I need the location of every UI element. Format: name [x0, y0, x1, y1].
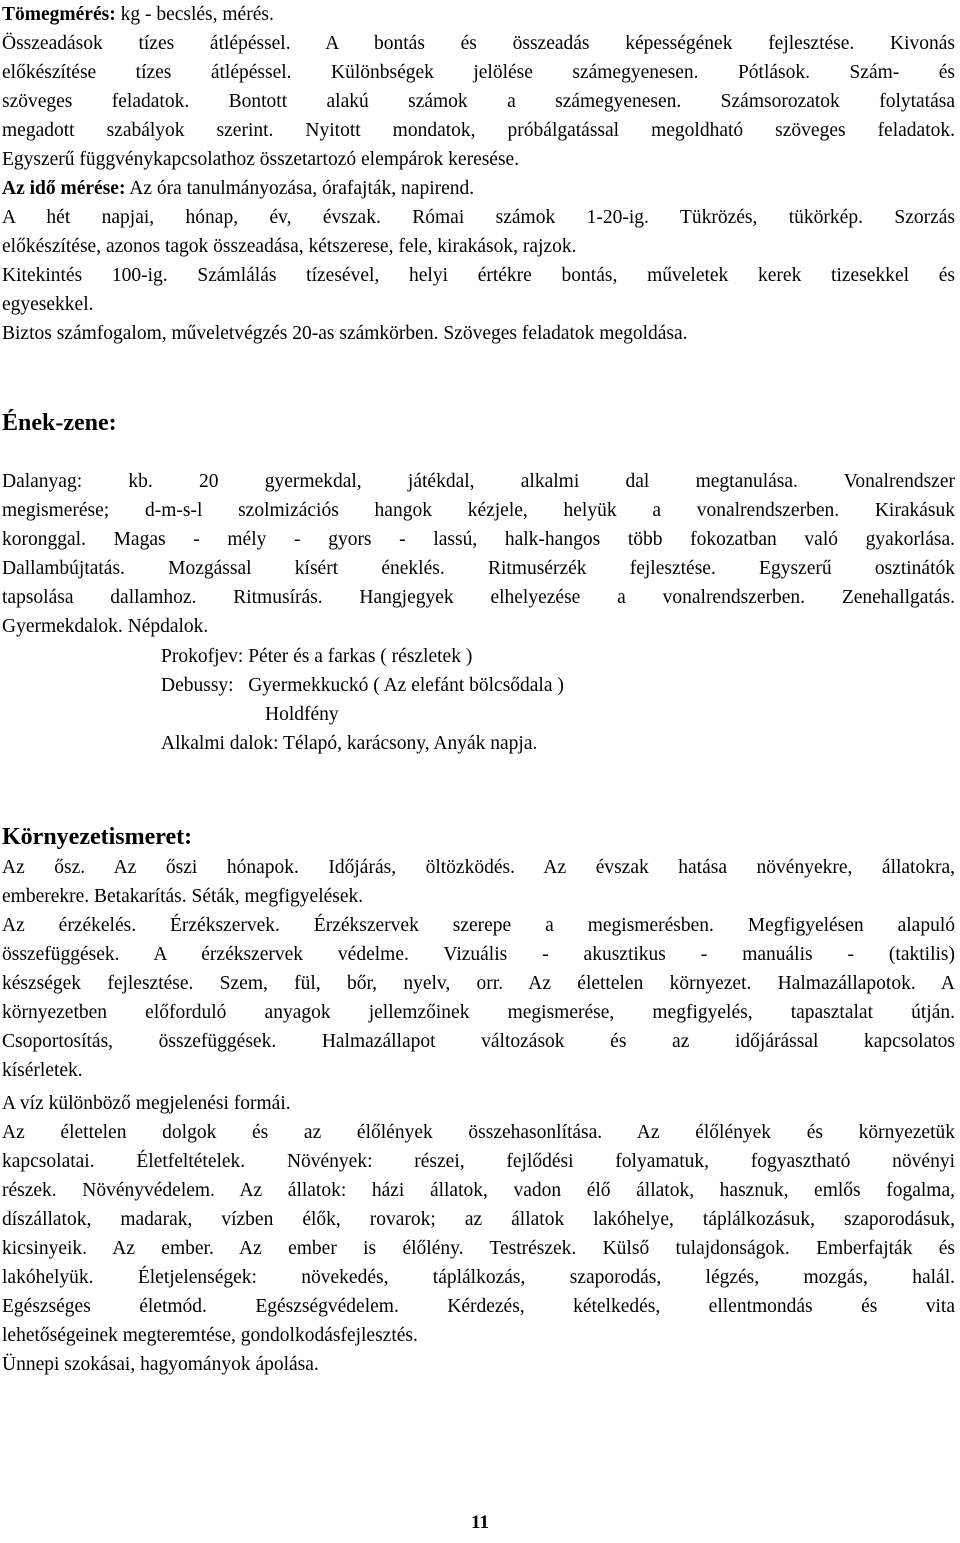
env-line-10: Az élettelen dolgok és az élőlények összehasonlítása. Az élőlények és környezetük: [2, 1122, 955, 1143]
math-line-6: Egyszerű függvénykapcsolathoz összetartozó elempárok keresése.: [2, 149, 520, 170]
env-line-3: Az érzékelés. Érzékszervek. Érzékszervek szerepe a megismerésben. Megfigyelésen alapuló: [2, 915, 955, 936]
page-number: 11: [471, 1512, 489, 1533]
music-line-5: tapsolása dallamhoz. Ritmusírás. Hangjegyek elhelyezése a vonalrendszerben. Zenehallgatás.: [2, 587, 955, 608]
environment-heading: Környezetismeret:: [2, 824, 193, 850]
music-work-4: Alkalmi dalok: Télapó, karácsony, Anyák napja.: [161, 733, 538, 754]
math-line-9: előkészítése, azonos tagok összeadása, kétszerese, fele, kirakások, rajzok.: [2, 236, 577, 257]
music-line-4: Dallambújtatás. Mozgással kísért éneklés. Ritmusérzék fejlesztése. Egyszerű osztinátók: [2, 558, 955, 579]
math-line-8: A hét napjai, hónap, év, évszak. Római számok 1-20-ig. Tükrözés, tükörkép. Szorzás: [2, 207, 955, 228]
env-line-18: Ünnepi szokásai, hagyományok ápolása.: [2, 1354, 319, 1375]
line-label: Az idő mérése:: [2, 178, 126, 199]
line-text: kg - becslés, mérés.: [115, 4, 274, 25]
music-line-2: megismerése; d-m-s-l szolmizációs hangok kézjele, helyük a vonalrendszerben. Kirakásuk: [2, 500, 955, 521]
env-line-13: díszállatok, madarak, vízben élők, rovarok; az állatok lakóhelye, táplálkozásuk, szaporodásuk,: [2, 1209, 955, 1230]
env-line-7: Csoportosítás, összefüggések. Halmazállapot változások és az időjárással kapcsolatos: [2, 1031, 955, 1052]
music-work-1: Prokofjev: Péter és a farkas ( részletek ): [161, 646, 473, 667]
music-work-3: Holdfény: [265, 704, 339, 725]
math-line-5: megadott szabályok szerint. Nyitott mondatok, próbálgatással megoldható szöveges feladatok.: [2, 120, 955, 141]
math-line-7: [2, 176, 955, 202]
line-text: Az óra tanulmányozása, órafajták, napirend.: [125, 178, 475, 199]
math-line-10: Kitekintés 100-ig. Számlálás tízesével, helyi értékre bontás, műveletek kerek tizesekkel és: [2, 265, 955, 286]
env-line-9: A víz különböző megjelenési formái.: [2, 1093, 291, 1114]
music-line-1: Dalanyag: kb. 20 gyermekdal, játékdal, alkalmi dal megtanulása. Vonalrendszer: [2, 471, 955, 492]
env-line-8: kísérletek.: [2, 1060, 83, 1081]
env-line-4: összefüggések. A érzékszervek védelme. Vizuális - akusztikus - manuális - (taktilis): [2, 944, 955, 965]
env-line-11: kapcsolatai. Életfeltételek. Növények: részei, fejlődési folyamatuk, fogyasztható növényi: [2, 1151, 955, 1172]
env-line-16: Egészséges életmód. Egészségvédelem. Kérdezés, kételkedés, ellentmondás és vita: [2, 1296, 955, 1317]
env-line-12: részek. Növényvédelem. Az állatok: házi állatok, vadon élő állatok, hasznuk, emlős fogalma,: [2, 1180, 955, 1201]
math-line-1: [2, 2, 955, 28]
math-line-12: Biztos számfogalom, műveletvégzés 20-as számkörben. Szöveges feladatok megoldása.: [2, 323, 688, 344]
music-line-3: koronggal. Magas - mély - gyors - lassú, halk-hangos több fokozatban való gyakorlása.: [2, 529, 955, 550]
env-line-17: lehetőségeinek megteremtése, gondolkodásfejlesztés.: [2, 1325, 418, 1346]
music-heading: Ének-zene:: [2, 410, 117, 436]
env-line-2: emberekre. Betakarítás. Séták, megfigyelések.: [2, 886, 364, 907]
math-line-4: szöveges feladatok. Bontott alakú számok a számegyenesen. Számsorozatok folytatása: [2, 91, 955, 112]
env-line-5: készségek fejlesztése. Szem, fül, bőr, nyelv, orr. Az élettelen környezet. Halmazállapotok. A: [2, 973, 955, 994]
music-line-6: Gyermekdalok. Népdalok.: [2, 616, 209, 637]
math-line-3: előkészítése tízes átlépéssel. Különbségek jelölése számegyenesen. Pótlások. Szám- és: [2, 62, 955, 83]
env-line-15: lakóhelyük. Életjelenségek: növekedés, táplálkozás, szaporodás, légzés, mozgás, halál.: [2, 1267, 955, 1288]
env-line-6: környezetben előforduló anyagok jellemzőinek megismerése, megfigyelés, tapasztalat útján.: [2, 1002, 955, 1023]
env-line-14: kicsinyeik. Az ember. Az ember is élőlény. Testrészek. Külső tulajdonságok. Emberfajták és: [2, 1238, 955, 1259]
math-line-11: egyesekkel.: [2, 294, 94, 315]
math-line-2: Összeadások tízes átlépéssel. A bontás és összeadás képességének fejlesztése. Kivonás: [2, 33, 955, 54]
music-work-2: Debussy: Gyermekkuckó ( Az elefánt bölcsődala ): [161, 675, 564, 696]
env-line-1: Az ősz. Az őszi hónapok. Időjárás, öltözködés. Az évszak hatása növényekre, állatokra,: [2, 857, 955, 878]
line-label: Tömegmérés:: [2, 4, 116, 25]
